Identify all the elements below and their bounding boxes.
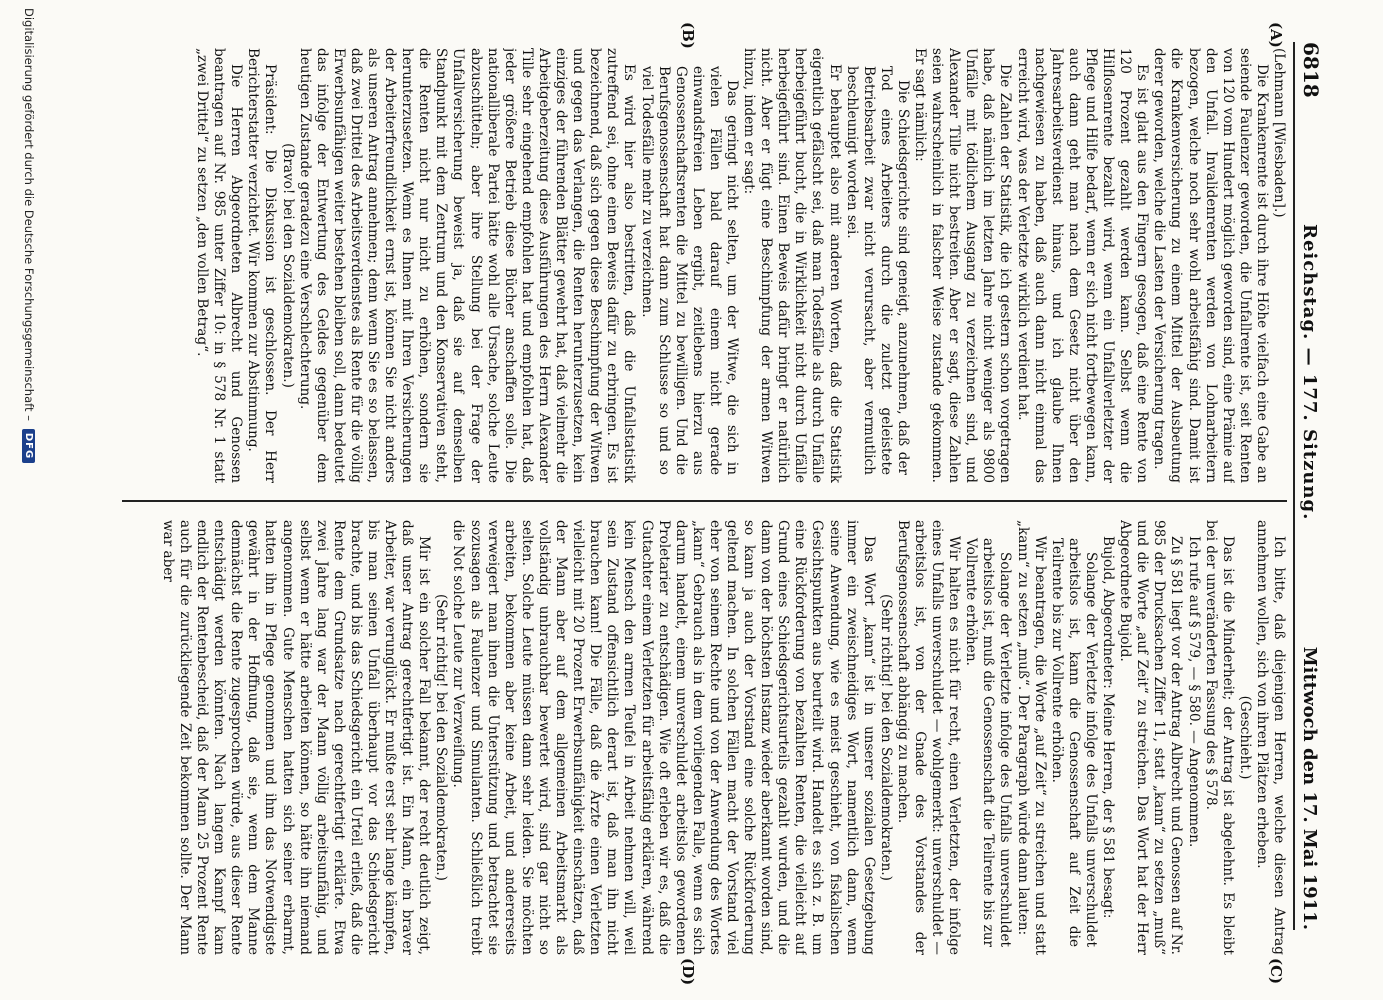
paragraph: Die Schiedsgerichte sind geneigt, anzunehmen, daß der Tod eines Arbeiters durch die zuletzt geleistete Betriebsarbeit zwar nicht verursacht, aber vermutlich beschleunigt worden sei. [843, 66, 911, 475]
dfg-logo-icon: DFG [23, 429, 36, 463]
paragraph: Die Herren Abgeordneten Albrecht und Genossen beantragen auf Nr. 985 unter Ziffer 10: in § 578 Nr. 1 statt „zwei Drittel“ zu setzen „den vollen Betrag“. [194, 48, 245, 483]
margin-mark-d: (D) [679, 958, 697, 986]
paragraph: Das Wort „kann“ ist in unserer sozialen Gesetzgebung immer ein zweischneidiges Wort, namentlich dann, wenn seine Anwendung, wie es meist geschieht, von fiskalischen Gesichtspunkten aus beurteilt wird. Handelt es sich z. B. um eine Rückforderung von bezahlten Renten, die vielleicht auf Grund eines Schiedsgerichtsurteils gezahlt wurden, und die dann von der höchsten Instanz wieder aberkannt worden sind, so kann ja auch der Vorstand eine solche Rückforderung geltend machen. In solchen Fällen macht der Vorstand viel eher von seinem Rechte und von der Anwendung des Wortes „kann“ Gebrauch als in dem vorliegenden Falle, wenn es sich darum handelt, einem unverschuldet arbeitslos gewordenen Proletarier zu entschädigen. Wie oft erleben wir es, daß die Gutachter einem Verletzten für arbeitsfähig erklären, während kein Mensch den armen Teufel in Arbeit nehmen will, weil sein Zustand offensichtlich derart ist, daß man ihn nicht brauchen kann! Die Fälle, daß die Ärzte einen Verletzten vielleicht mit 20 Prozent Erwerbsunfähigkeit einschätzen, daß der Mann aber auf dem allgemeinen Arbeitsmarkt als vollständig unbrauchbar bewertet wird, sind gar nicht so selten. Solche Leute müssen dann sehr leiden. Sie möchten arbeiten, bekommen aber keine Arbeit, und andererseits verweigert man ihnen die Unterstützung und betrachtet sie sozusagen als Faulenzer und Simulanten. Schließlich treibt die Not solche Leute zur Verzweiflung. [450, 520, 877, 955]
paragraph: Solange der Verletzte infolge des Unfalls unverschuldet arbeitslos ist, muß die Genossenschaft die Teilrente bis zur Vollrente erhöhen. [963, 538, 1014, 947]
paragraph: Es ist glatt aus den Fingern gesogen, daß eine Rente von 120 Prozent gezahlt werden kann. Selbst wenn die Hilflosenrente bezahlt wird, wenn ein Unfallverletzter der Pflege und Hilfe bedarf, wenn er sich nicht fortbewegen kann, auch dann geht man nach dem Gesetz nicht über den Jahresarbeitsverdienst hinaus, und ich glaube Ihnen nachgewiesen zu haben, daß auch dann nicht einmal das erreicht wird, was der Verletzte wirklich verdient hat. [1014, 48, 1151, 483]
session-date: Mittwoch den 17. Mai 1911. [1299, 646, 1320, 930]
digitization-credit [11, 0, 47, 1000]
paragraph: Er behauptet also mit anderen Worten, daß die Statistik eigentlich gefälscht sei, daß man Todesfälle als durch Unfälle herbeigeführt bucht, die in Wirklichkeit nicht durch Unfälle herbeigeführt sind. Einen Beweis dafür bringt er natürlich nicht. Aber er fügt eine Beschimpfung der armen Witwen hinzu, indem er sagt: [741, 48, 843, 483]
margin-mark-b: (B) [679, 22, 697, 49]
margin-mark-c: (C) [1267, 958, 1285, 985]
credit-text: Digitalisierung gefördert durch die Deutsche Forschungsgemeinschaft – [22, 8, 36, 421]
paragraph: Das ist die Minderheit; der Antrag ist abgelehnt. Es bleibt bei der unveränderten Fassung des § 578. [1202, 520, 1236, 955]
paragraph: Die Krankenrente ist durch ihre Höhe vielfach eine Gabe an seiende Faulenzer geworden, die Unfallrente ist, seit Renten von 120 vom Hundert möglich geworden sind, eine Prämie auf den Unfall. Invalidenrenten werden von Lohnarbeitern bezogen, welche noch sehr wohl arbeitsfähig sind. Damit ist die Krankenversicherung zu einem Mittel der Ausbeutung derer geworden, welche die Lasten der Versicherung tragen. [1151, 48, 1270, 483]
running-title: Reichstag. — 177. Sitzung. [1299, 224, 1320, 521]
margin-mark-a: (A) [1267, 22, 1285, 48]
paragraph: Zu § 581 liegt vor der Antrag Albrecht und Genossen auf Nr. 985 der Drucksachen Ziffer 11, statt „kann“ zu setzen „muß“ und die Worte „auf Zeit“ zu streichen. Das Wort hat der Herr Abgeordnete Bujold. [1117, 520, 1185, 955]
paragraph: Die Zahlen der Statistik, die ich gestern schon vorgetragen habe, daß nämlich im letzten Jahre nicht weniger als 9800 Unfälle mit tödlichem Ausgang zu verzeichnen sind, und Alexander Tille nicht bestreiten. Aber er sagt, diese Zahlen seien wahrscheinlich in falscher Weise zustande gekommen. Er sagt nämlich: [912, 48, 1014, 483]
paragraph: Das geringt nicht selten, um der Witwe, die sich in vielen Fällen bald darauf einem nicht gerade einwandsfreien Leben ergibt, zeitlebens hierzu aus Genossenschaftsrenten die Mittel zu bewilligen. Und die Berufsgenossenschaft hat dann zum Schlusse so und so viel Todesfälle mehr zu verzeichnen. [638, 66, 740, 475]
paragraph: Wir beantragen, die Worte „auf Zeit“ zu streichen und statt „kann“ zu setzen „muß“. Der Paragraph würde dann lauten: [1014, 520, 1048, 955]
page-number: 6818 [1299, 42, 1323, 98]
paragraph: Mir ist ein solcher Fall bekannt, der recht deutlich zeigt, daß unser Antrag gerechtfertigt ist. Ein Mann, ein braver Arbeiter, war verunglückt. Er mußte erst sehr lange kämpfen, bis man seinen Unfall überhaupt vor das Schiedsgericht brachte, und bis das Schiedsgericht ein Urteil erließ, daß die Rente dem Grundsatze nach gerechtfertigt erklärte. Etwa zwei Jahre lang war der Mann völlig arbeitsunfähig, und selbst wenn er hätte arbeiten können, so hätte ihn niemand angenommen. Gute Menschen hatten sich seiner erbarmt, hatten ihn in Pflege genommen und ihm das Notwendigste gewährt in der Hoffnung, daß sie, wenn dem Manne demnächst die Rente zugesprochen würde, aus dieser Rente entschädigt werden könnten. Nach langem Kampf kam endlich der Rentenbescheid, daß der Mann 25 Prozent Rente auch für die zurückliegende Zeit bekommen sollte. Der Mann war aber [159, 520, 433, 955]
interjection: (Sehr richtig! bei den Sozialdemokraten.) [433, 594, 450, 881]
paragraph: Solange der Verletzte infolge des Unfalls unverschuldet arbeitslos ist, kann die Genossenschaft auf Zeit die Teilrente bis zur Vollrente erhöhen. [1048, 538, 1099, 947]
paragraph: Bujold, Abgeordneter: Meine Herren, der § 581 besagt: [1100, 536, 1117, 919]
column-divider [122, 500, 1287, 502]
paragraph: (Lehmann [Wiesbaden].) [1271, 48, 1287, 218]
page-header [1293, 42, 1325, 930]
interjection: (Sehr richtig! bei den Sozialdemokraten.) [877, 594, 894, 881]
interjection: (Geschieht.) [1236, 695, 1253, 780]
left-text-column [122, 48, 1287, 483]
interjection: (Bravo! bei den Sozialdemokraten.) [279, 143, 296, 388]
paragraph: Ich bitte, daß diejenigen Herren, welche diesen Antrag annehmen wollen, sich von ihren Plätzen erheben. [1253, 520, 1287, 955]
paragraph: Präsident: Die Diskussion ist geschlossen. Der Herr Berichterstatter verzichtet. Wir kommen zur Abstimmung. [245, 48, 279, 483]
right-text-column [122, 520, 1287, 955]
paragraph: Es wird hier also bestritten, daß die Unfallstatistik zutreffend sei, ohne einen Beweis dafür zu erbringen. Es ist bezeichnend, daß sich gegen diese Beschimpfung der Witwen und gegen das Verlangen, die Renten herunterzusetzen, kein einziges der führenden Blätter gewehrt hat, daß vielmehr die Arbeitgeberzeitung diese Ausführungen des Herrn Alexander Tille sehr eingehend empfohlen hat und empfohlen hat, daß jeder größere Betrieb diese Bücher anschaffen solle. Die nationalliberale Partei hätte wohl alle Ursache, solche Leute abzuschütteln; aber ihre Stellung bei der Frage der Unfallversicherung beweist ja, daß sie auf demselben Standpunkt mit dem Zentrum und den Konservativen steht, die Renten nicht nur nicht zu erhöhen, sondern sie herunterzusetzen. Wenn es Ihnen mit Ihren Versicherungen der Arbeiterfreundlichkeit ernst ist, können Sie nicht anders als unseren Antrag annehmen; denn wenn Sie es so belassen, daß zwei Drittel des Arbeitsverdienstes als Rente für die völlig Erwerbsunfähigen weiter bestehen bleiben soll, dann bedeutet das infolge der Entwertung des Geldes gegenüber dem heutigen Zustande geradezu eine Verschlechterung. [296, 48, 638, 483]
paragraph: Wir halten es nicht für recht, einen Verletzten, der infolge eines Unfalls unverschuldet — wohlgemerkt: unverschuldet — arbeitslos ist, von der Gnade des Vorstandes der Berufsgenossenschaft abhängig zu machen. [894, 520, 963, 955]
paragraph: Ich rufe auf § 579, — § 580. — Angenommen. [1185, 536, 1202, 848]
